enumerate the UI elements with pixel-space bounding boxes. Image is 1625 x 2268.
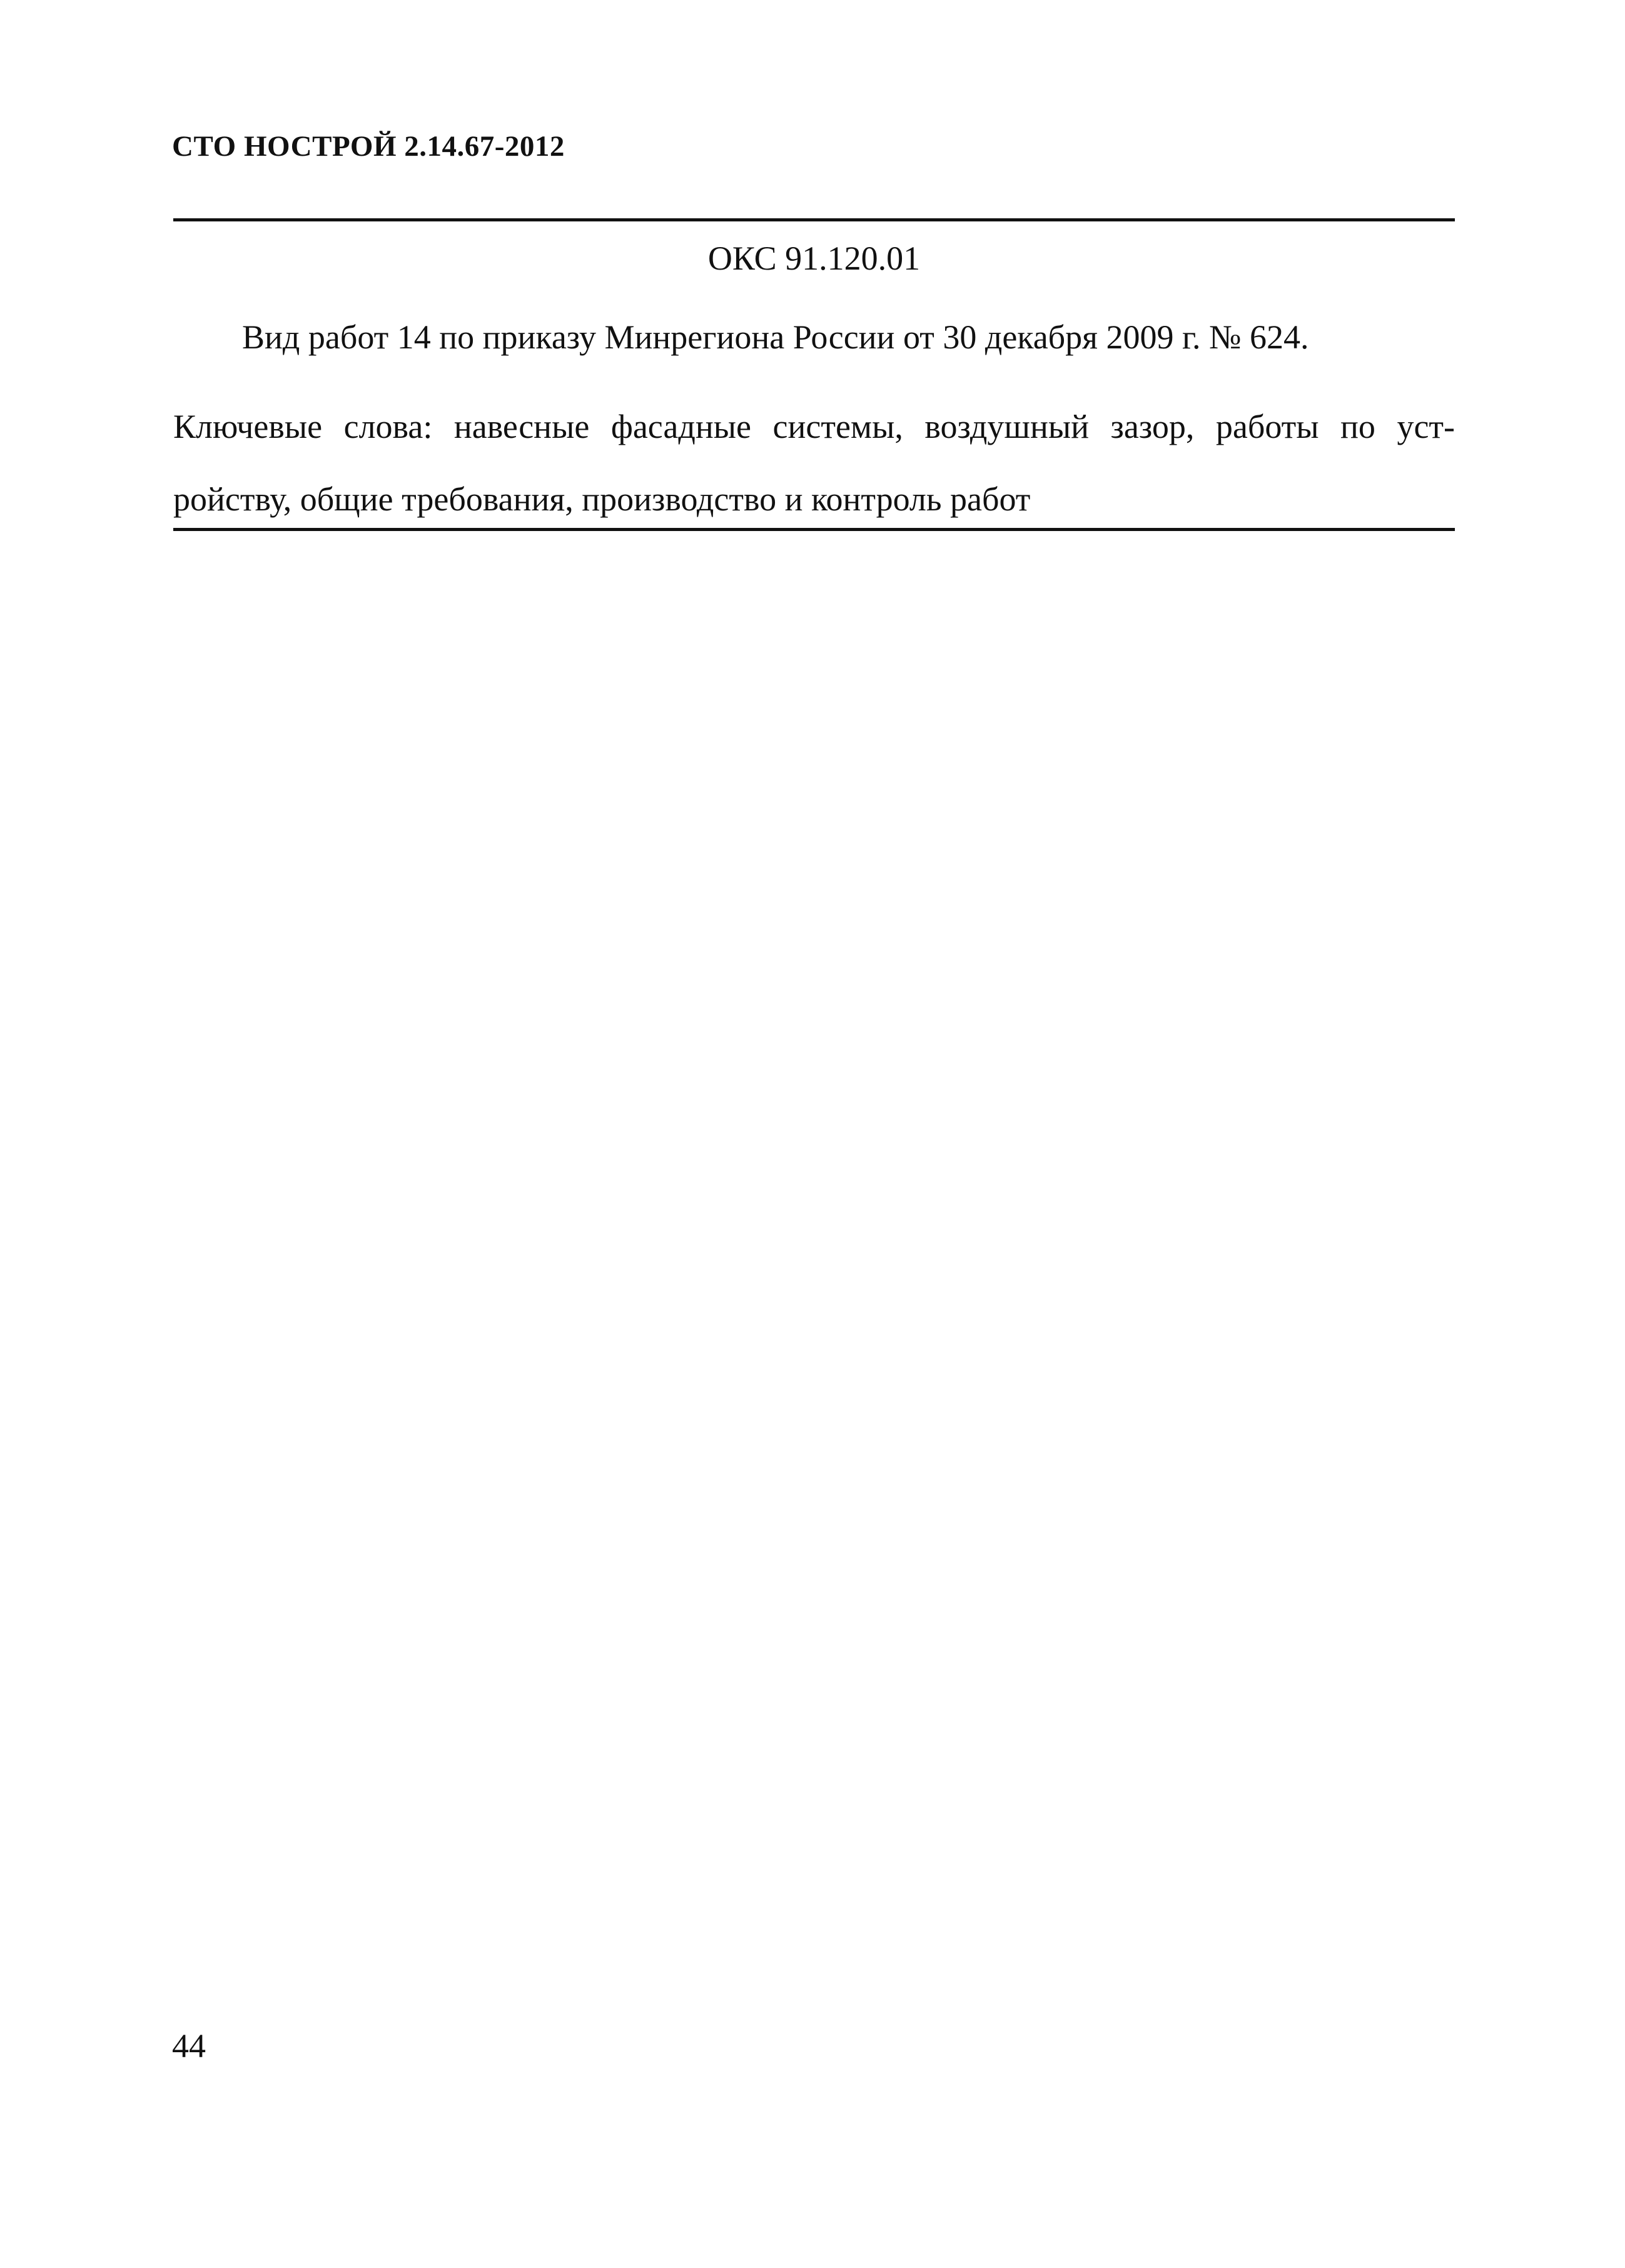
bottom-divider — [173, 528, 1455, 531]
oks-code: ОКС 91.120.01 — [707, 240, 921, 277]
keywords-paragraph — [173, 390, 1455, 535]
work-type-statement: Вид работ 14 по приказу Минрегиона России от 30 декабря 2009 г. № 624. — [242, 318, 1309, 356]
page-number: 44 — [172, 2027, 206, 2065]
top-divider — [173, 218, 1455, 221]
keywords-line: Ключевые слова: навесные фасадные системы, воздушный зазор, работы по уст- — [173, 408, 1455, 445]
standard-code-header: СТО НОСТРОЙ 2.14.67-2012 — [172, 130, 565, 163]
keywords-line: ройству, общие требования, производство и контроль работ — [173, 480, 1031, 518]
